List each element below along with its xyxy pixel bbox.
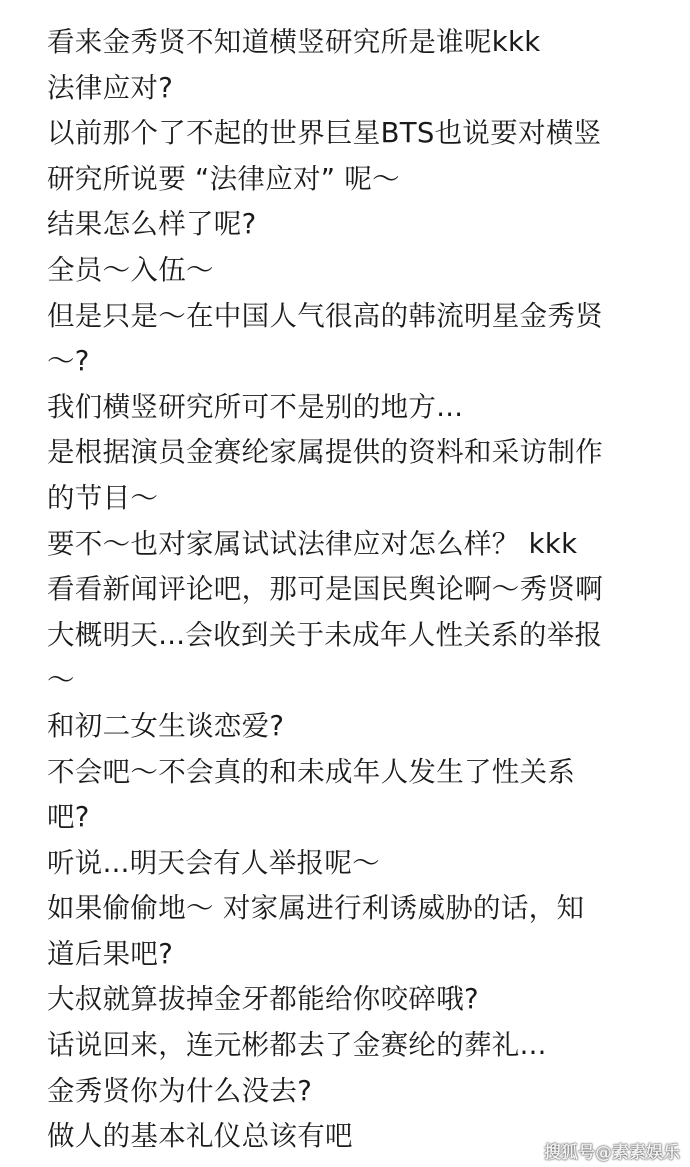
text-line: 看来金秀贤不知道横竖研究所是谁呢kkk (47, 26, 541, 58)
watermark-text: 搜狐号@素素娱乐 (544, 1143, 680, 1163)
text-line: 如果偷偷地～ 对家属进行利诱威胁的话，知 (47, 892, 585, 925)
sohu-watermark (544, 1138, 680, 1163)
text-line: 要不～也对家属试试法律应对怎么样？ kkk (47, 527, 578, 560)
text-line: 但是只是～在中国人气很高的韩流明星金秀贤 (47, 299, 603, 332)
post-text-body (47, 20, 657, 1160)
text-line: 我们横竖研究所可不是别的地方... (47, 390, 464, 423)
text-line: 大概明天...会收到关于未成年人性关系的举报 (47, 618, 603, 651)
text-line: 结果怎么样了呢? (47, 208, 257, 241)
text-line: 话说回来，连元彬都去了金赛纶的葬礼... (47, 1029, 547, 1062)
text-line: 听说...明天会有人举报呢～ (47, 846, 380, 879)
text-line: ～ (47, 664, 75, 697)
text-line: 看看新闻评论吧，那可是国民舆论啊～秀贤啊 (47, 573, 603, 606)
text-line: 以前那个了不起的世界巨星BTS也说要对横竖 (47, 117, 602, 150)
text-line: 和初二女生谈恋爱? (47, 709, 285, 742)
text-line: 的节目～ (47, 481, 159, 514)
text-line: 大叔就算拔掉金牙都能给你咬碎哦? (47, 983, 479, 1016)
text-line: 不会吧～不会真的和未成年人发生了性关系 (47, 755, 576, 788)
text-line: 吧? (47, 801, 90, 834)
text-line: 研究所说要 “法律应对” 呢～ (47, 162, 400, 195)
text-line: 道后果吧? (47, 937, 174, 970)
text-line: 是根据演员金赛纶家属提供的资料和采访制作 (47, 436, 603, 469)
text-line: 全员～入伍～ (47, 253, 214, 286)
text-line: 做人的基本礼仪总该有吧 (47, 1120, 353, 1153)
text-line: 金秀贤你为什么没去? (47, 1074, 313, 1107)
text-line: 法律应对? (47, 71, 174, 104)
text-line: ～? (47, 345, 90, 378)
